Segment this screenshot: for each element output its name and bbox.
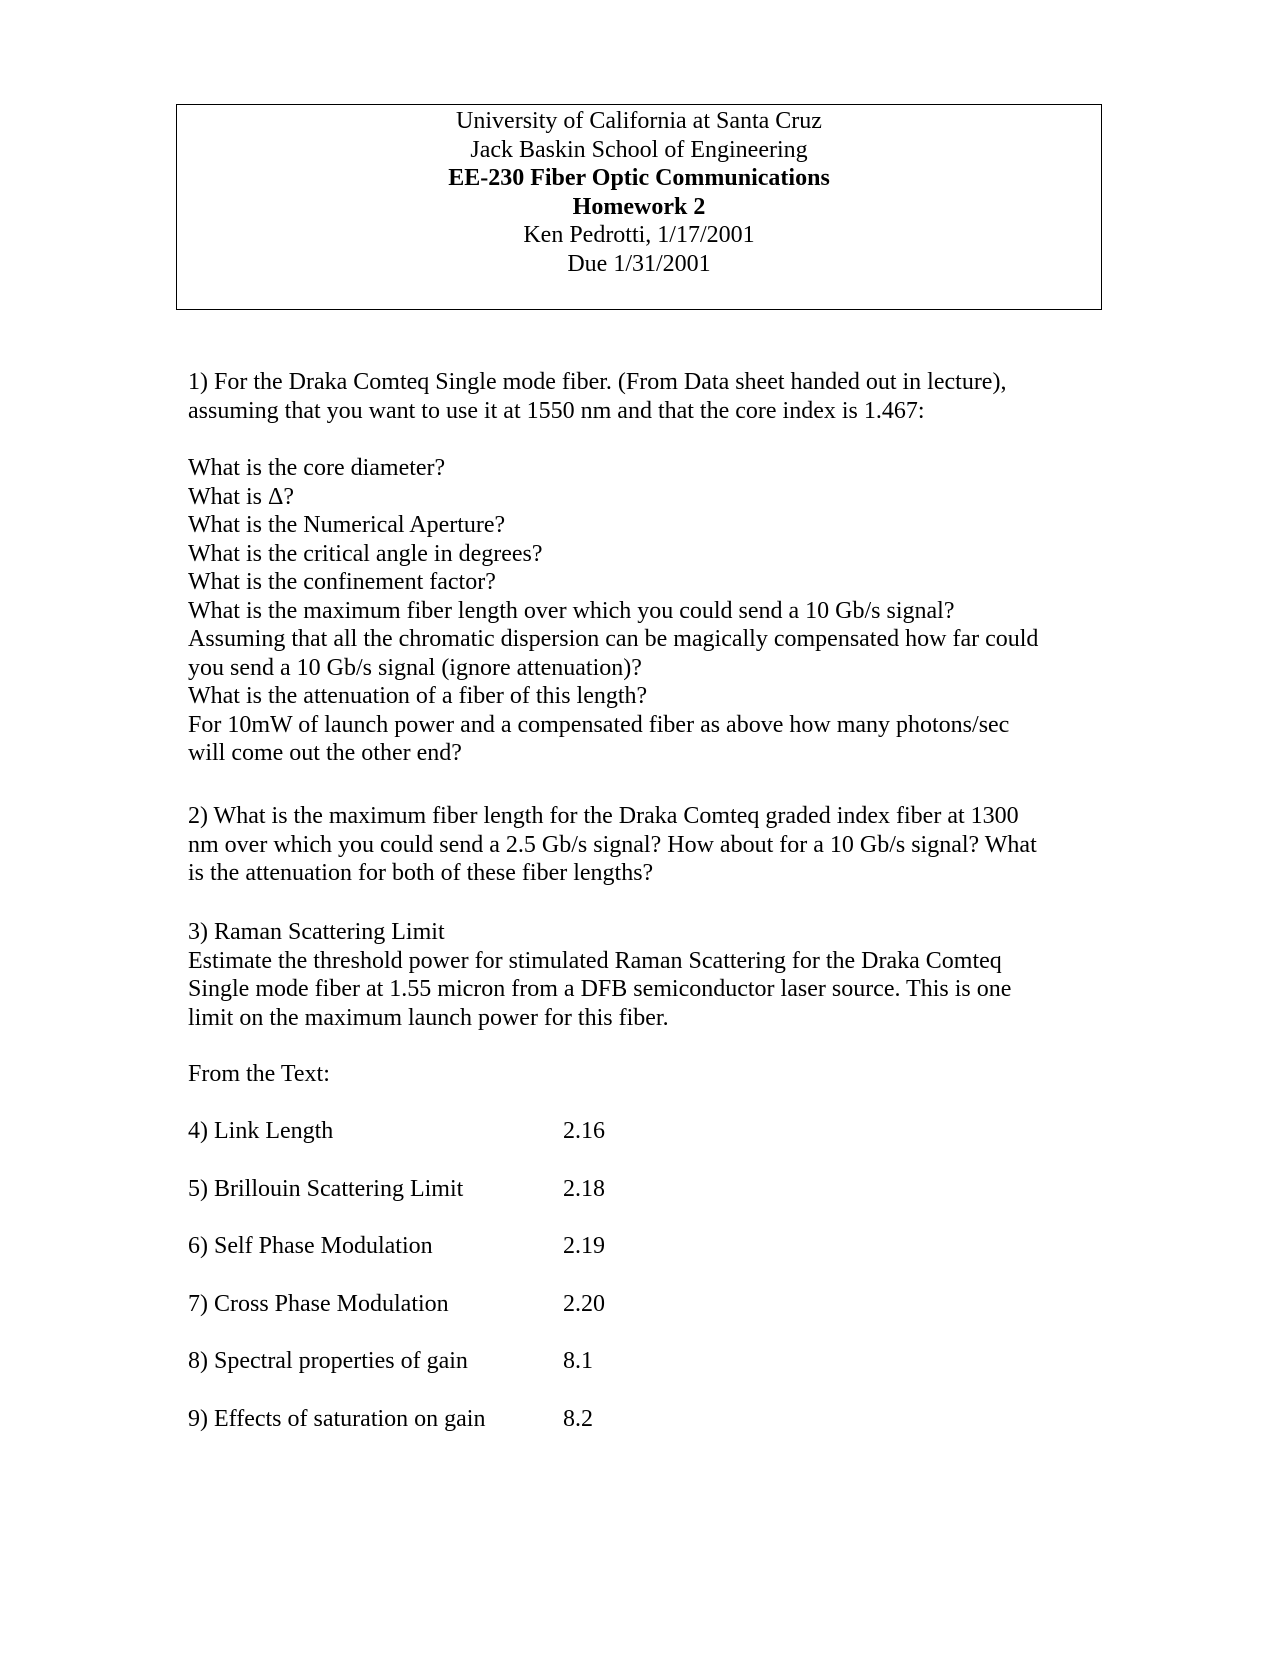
problem-label: 5) Brillouin Scattering Limit xyxy=(188,1175,464,1202)
text-line: Single mode fiber at 1.55 micron from a DFB semiconductor laser source. This is one xyxy=(188,976,1012,1002)
section-number: 2.19 xyxy=(563,1233,605,1259)
section-number: 8.2 xyxy=(563,1405,593,1432)
question-line: Assuming that all the chromatic dispersion can be magically compensated how far could xyxy=(188,626,1039,652)
text-line: 1) For the Draka Comteq Single mode fiber. (From Data sheet handed out in lecture), xyxy=(188,369,1007,395)
text-line: nm over which you could send a 2.5 Gb/s signal? How about for a 10 Gb/s signal? What xyxy=(188,831,1037,858)
text-line: 2) What is the maximum fiber length for the Draka Comteq graded index fiber at 1300 xyxy=(188,803,1019,829)
text-problems-list xyxy=(188,1117,788,1462)
problem-2 xyxy=(188,802,1108,888)
text-line: limit on the maximum launch power for this fiber. xyxy=(188,1004,669,1031)
problem-label: 4) Link Length xyxy=(188,1118,334,1144)
university-name: University of California at Santa Cruz xyxy=(456,108,822,134)
section-number: 2.20 xyxy=(563,1290,605,1317)
text-line: assuming that you want to use it at 1550 nm and that the core index is 1.467: xyxy=(188,397,925,424)
due-date: Due 1/31/2001 xyxy=(567,250,711,277)
question-line: you send a 10 Gb/s signal (ignore attenuation)? xyxy=(188,654,642,681)
from-text-label: From the Text: xyxy=(188,1061,330,1087)
question-line: What is the confinement factor? xyxy=(188,569,496,595)
text-line: is the attenuation for both of these fiber lengths? xyxy=(188,860,654,886)
question-line: What is Δ? xyxy=(188,483,295,510)
section-number: 2.18 xyxy=(563,1175,605,1202)
problem-3-title: 3) Raman Scattering Limit xyxy=(188,919,445,945)
problem-1-intro xyxy=(188,368,1108,425)
problem-label: 8) Spectral properties of gain xyxy=(188,1348,468,1374)
question-line: What is the Numerical Aperture? xyxy=(188,512,506,538)
from-text-heading xyxy=(188,1060,1108,1089)
problem-3 xyxy=(188,918,1108,1032)
section-number: 2.16 xyxy=(563,1118,605,1144)
question-line: will come out the other end? xyxy=(188,740,462,766)
section-number: 8.1 xyxy=(563,1348,593,1374)
list-item xyxy=(188,1290,788,1348)
question-line: What is the maximum fiber length over which you could send a 10 Gb/s signal? xyxy=(188,597,955,624)
course-title: EE-230 Fiber Optic Communications xyxy=(448,165,830,191)
question-line: What is the core diameter? xyxy=(188,455,446,481)
list-item xyxy=(188,1117,788,1175)
list-item xyxy=(188,1175,788,1233)
problem-label: 9) Effects of saturation on gain xyxy=(188,1405,486,1432)
question-line: What is the critical angle in degrees? xyxy=(188,540,543,567)
list-item xyxy=(188,1405,788,1463)
assignment-title: Homework 2 xyxy=(572,193,706,220)
text-line: Estimate the threshold power for stimulated Raman Scattering for the Draka Comteq xyxy=(188,947,1002,974)
question-line: For 10mW of launch power and a compensated fiber as above how many photons/sec xyxy=(188,711,1010,738)
question-line: What is the attenuation of a fiber of this length? xyxy=(188,683,648,709)
list-item xyxy=(188,1347,788,1405)
school-name: Jack Baskin School of Engineering xyxy=(470,136,808,163)
problem-label: 7) Cross Phase Modulation xyxy=(188,1290,449,1317)
problem-1-questions xyxy=(188,454,1108,768)
header-box xyxy=(176,104,1102,310)
list-item xyxy=(188,1232,788,1290)
problem-label: 6) Self Phase Modulation xyxy=(188,1233,433,1259)
author-date: Ken Pedrotti, 1/17/2001 xyxy=(523,222,755,248)
